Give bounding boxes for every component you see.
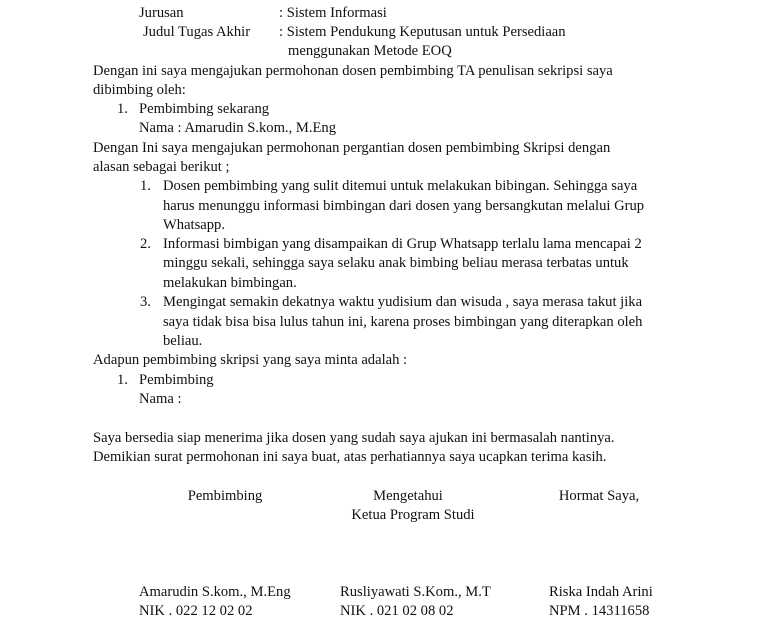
reason-2-line2: minggu sekali, sehingga saya selaku anak bimbing beliau merasa terbatas untuk	[163, 255, 629, 271]
judul-value-line2: menggunakan Metode EOQ	[288, 43, 452, 59]
jurusan-value: : Sistem Informasi	[279, 5, 387, 21]
requested-name: Nama :	[139, 391, 182, 407]
signature-title-pembimbing: Pembimbing	[187, 488, 263, 504]
signature-subtitle-kaprodi: Ketua Program Studi	[351, 507, 475, 523]
signature-id-pembimbing: NIK . 022 12 02 02	[139, 603, 253, 619]
signature-name-pembimbing: Amarudin S.kom., M.Eng	[139, 584, 291, 600]
reason-1-number: 1.	[140, 178, 151, 194]
signature-name-kaprodi: Rusliyawati S.Kom., M.T	[340, 584, 491, 600]
reason-3-line3: beliau.	[163, 333, 203, 349]
signature-name-student: Riska Indah Arini	[549, 584, 653, 600]
reason-3-number: 3.	[140, 294, 151, 310]
reason-2-number: 2.	[140, 236, 151, 252]
reason-2-line1: Informasi bimbigan yang disampaikan di Grup Whatsapp terlalu lama mencapai 2	[163, 236, 642, 252]
current-supervisor-label: Pembimbing sekarang	[139, 101, 270, 117]
reason-intro-line1: Dengan Ini saya mengajukan permohonan pergantian dosen pembimbing Skripsi dengan	[93, 140, 611, 156]
signature-title-student: Hormat Saya,	[558, 488, 640, 504]
reason-1-line3: Whatsapp.	[163, 217, 226, 233]
judul-label: Judul Tugas Akhir	[143, 24, 251, 40]
closing-line2: Demikian surat permohonan ini saya buat, atas perhatiannya saya ucapkan terima kasih.	[93, 449, 607, 465]
closing-line1: Saya bersedia siap menerima jika dosen yang sudah saya ajukan ini bermasalah nantinya.	[93, 430, 615, 446]
current-supervisor-name: Nama : Amarudin S.kom., M.Eng	[139, 120, 337, 136]
reason-intro-line2: alasan sebagai berikut ;	[93, 159, 230, 175]
reason-2-line3: melakukan bimbingan.	[163, 275, 297, 291]
jurusan-label: Jurusan	[139, 5, 184, 21]
reason-1-line2: harus menunggu informasi bimbingan dari dosen yang bersangkutan melalui Grup	[163, 198, 645, 214]
requested-number: 1.	[117, 372, 128, 388]
requested-intro: Adapun pembimbing skripsi yang saya minta adalah :	[93, 352, 408, 368]
current-supervisor-number: 1.	[117, 101, 128, 117]
signature-id-kaprodi: NIK . 021 02 08 02	[340, 603, 454, 619]
reason-3-line1: Mengingat semakin dekatnya waktu yudisium dan wisuda , saya merasa takut jika	[163, 294, 643, 310]
intro-line2: dibimbing oleh:	[93, 82, 186, 98]
reason-1-line1: Dosen pembimbing yang sulit ditemui untuk melakukan bibingan. Sehingga saya	[163, 178, 638, 194]
signature-title-mengetahui: Mengetahui	[373, 488, 443, 504]
intro-line1: Dengan ini saya mengajukan permohonan dosen pembimbing TA penulisan sekripsi saya	[93, 63, 613, 79]
reason-3-line2: saya tidak bisa bisa lulus tahun ini, karena proses bimbingan yang diterapkan oleh	[163, 314, 643, 330]
requested-label: Pembimbing	[139, 372, 214, 388]
judul-value-line1: : Sistem Pendukung Keputusan untuk Persediaan	[279, 24, 566, 40]
signature-id-student: NPM . 14311658	[549, 603, 650, 619]
